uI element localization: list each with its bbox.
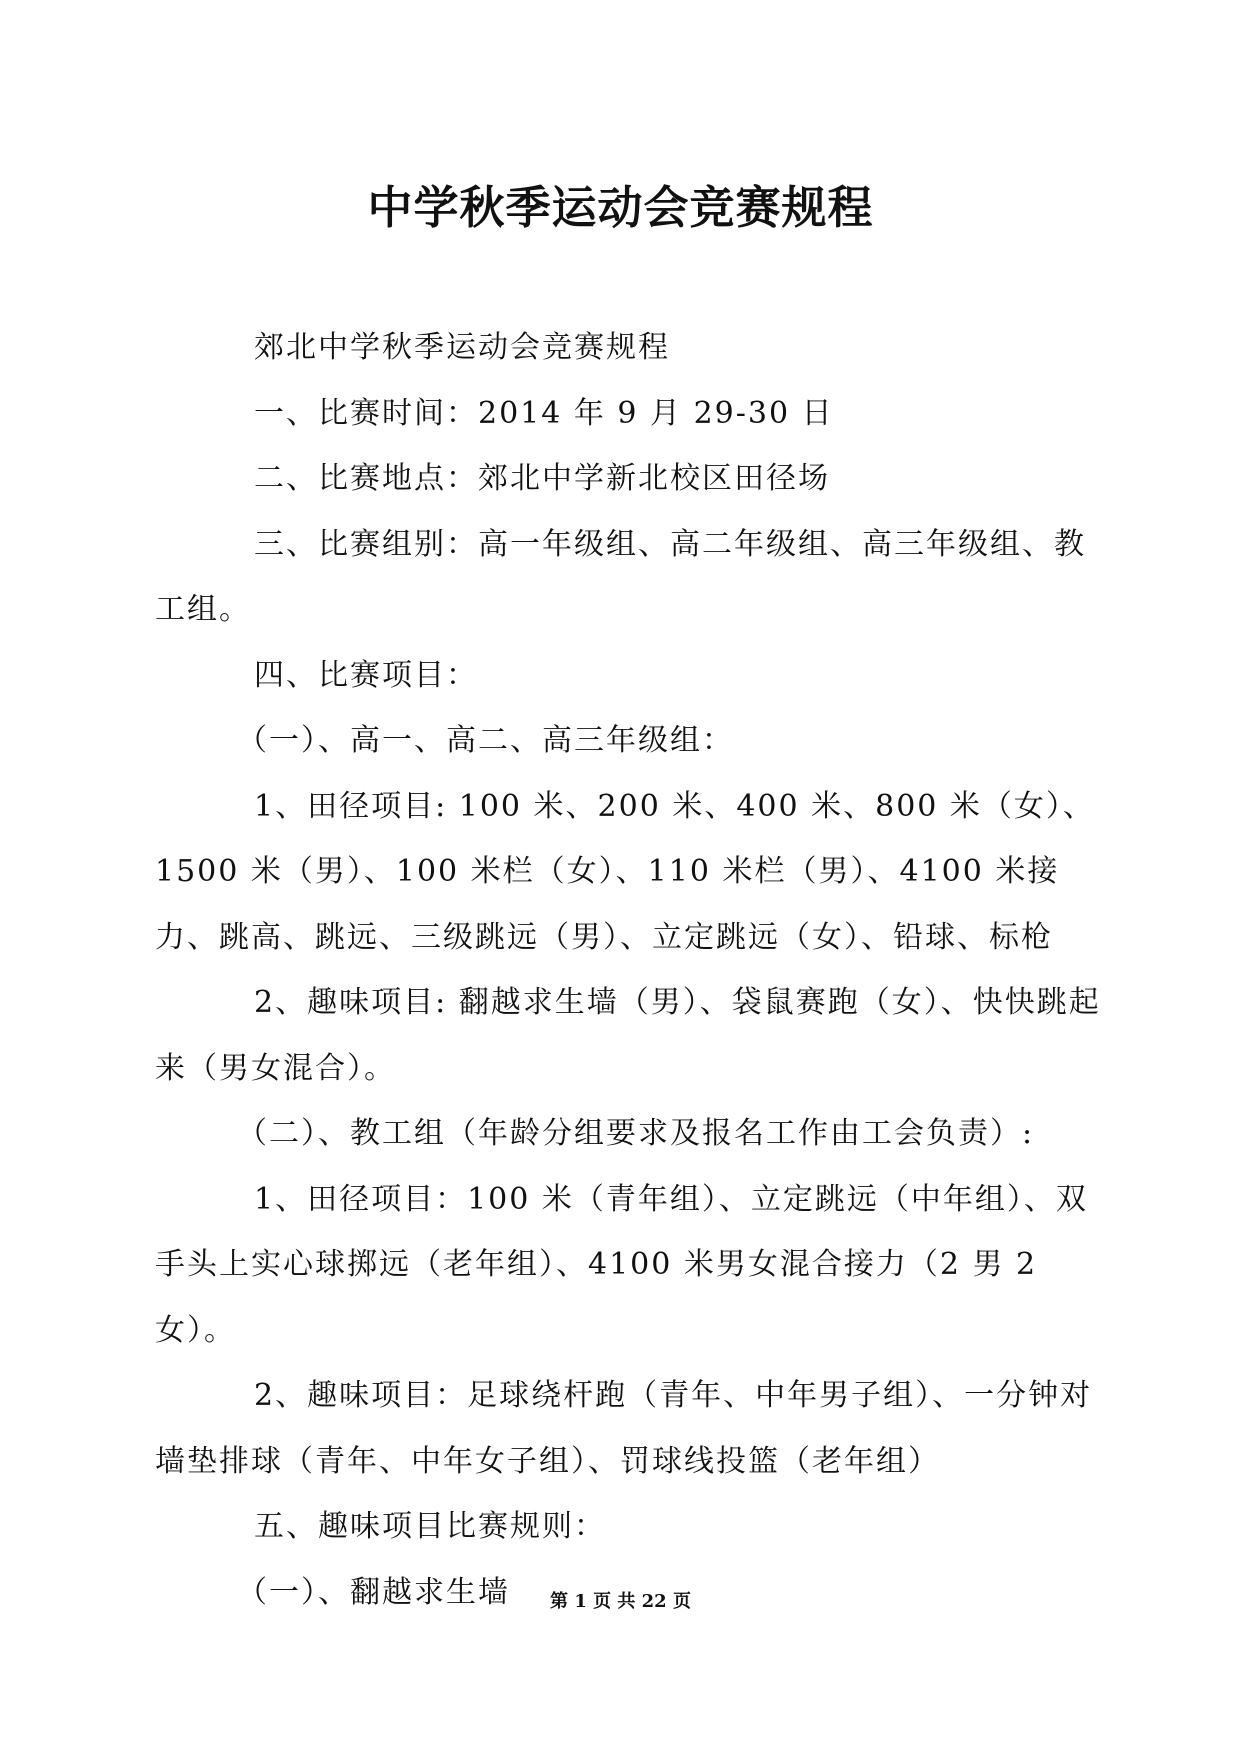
paragraph-student-track: 1、田径项目: 100 米、200 米、400 米、800 米（女）、1500 米（男）、100 米栏（女）、110 米栏（男）、4100 米接力、跳高、跳远、三级跳远（男）、立定跳远（女）、铅球、标枪: [155, 788, 1095, 955]
document-title: 中学秋季运动会竞赛规程: [367, 181, 874, 234]
page-number: 第 1 页 共 22 页: [550, 1591, 691, 1612]
paragraph-staff-fun: 2、趣味项目：足球绕杆跑（青年、中年男子组）、一分钟对墙垫排球（青年、中年女子组）、罚球线投篮（老年组）: [155, 1378, 1093, 1479]
document-body: [155, 315, 1115, 1625]
paragraph-staff-track: 1、田径项目：100 米（青年组）、立定跳远（中年组）、双手头上实心球掷远（老年组）、4100 米男女混合接力（2 男 2 女）。: [155, 1181, 1088, 1348]
paragraph-subtitle: 郊北中学秋季运动会竞赛规程: [254, 330, 670, 365]
paragraph-events-heading: 四、比赛项目：: [254, 657, 478, 693]
paragraph-wall-heading: （一）、翻越求生墙: [237, 1574, 510, 1610]
paragraph-staff-group: （二）、教工组（年龄分组要求及报名工作由工会负责）:: [237, 1116, 1035, 1151]
paragraph-groups: 三、比赛组别：高一年级组、高二年级组、高三年级组、教工组。: [155, 526, 1086, 627]
paragraph-student-groups: （一）、高一、高二、高三年级组：: [237, 723, 734, 758]
paragraph-time: 一、比赛时间：2014 年 9 月 29-30 日: [254, 395, 834, 431]
paragraph-student-fun: 2、趣味项目: 翻越求生墙（男）、袋鼠赛跑（女）、快快跳起来（男女混合）。: [155, 985, 1101, 1086]
paragraph-fun-rules-heading: 五、趣味项目比赛规则：: [254, 1509, 606, 1544]
paragraph-venue: 二、比赛地点：郊北中学新北校区田径场: [254, 461, 830, 496]
